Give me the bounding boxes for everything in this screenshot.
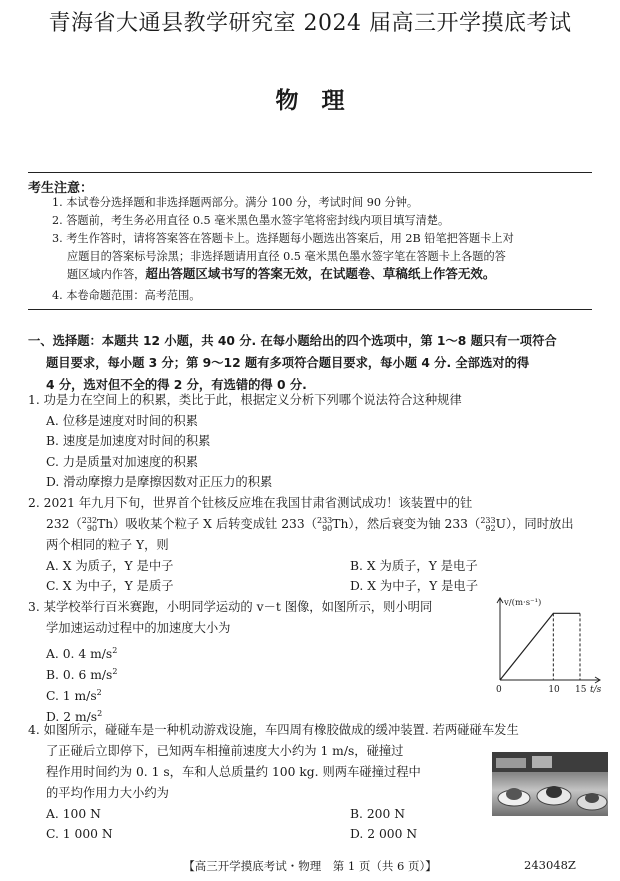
velocity-series-line — [500, 613, 580, 680]
q3-option-c — [46, 683, 102, 706]
note-2: 2. 答题前，考生务必用直径 0.5 毫米黑色墨水签字笔将密封线内项目填写清楚。 — [52, 214, 450, 227]
section-1-line-1: 一、选择题：本题共 12 小题，共 40 分. 在每小题给出的四个选项中，第 1～8 题只有一项符合 — [28, 334, 557, 348]
nuclide-th233-mass: 233 — [317, 515, 333, 525]
q2-option-c: C. X 为中子，Y 是质子 — [46, 579, 174, 593]
q3-option-d-exp: 2 — [97, 709, 103, 718]
q1-option-d: D. 滑动摩擦力是摩擦因数对正压力的积累 — [46, 475, 273, 489]
note-1: 1. 本试卷分选择题和非选择题两部分。满分 100 分，考试时间 90 分钟。 — [52, 196, 419, 209]
x-tick-label-15: 15 — [575, 685, 587, 695]
q3-option-b-value: B. 0. 6 m/s — [46, 668, 113, 683]
q4-line-3: 程作用时间约为 0. 1 s，车和人总质量约 100 kg. 则两车碰撞过程中 — [46, 765, 421, 779]
nuclide-th232 — [82, 517, 97, 533]
q4-line-2: 了正碰后立即停下，已知两车相撞前速度大小约为 1 m/s，碰撞过 — [46, 744, 404, 758]
section-1-line-3: 4 分，选对但不全的得 2 分，有选错的得 0 分. — [46, 378, 307, 392]
q2-text-a: 232（ — [46, 517, 82, 531]
nuclide-th232-mass: 232 — [81, 515, 98, 525]
q4-option-b: B. 200 N — [350, 807, 405, 821]
note-3-line-2: 应题目的答案标号涂黑；非选择题请用直径 0.5 毫米黑色墨水签字笔在答题卡上各题的答 — [67, 250, 506, 263]
divider-bottom — [28, 309, 592, 310]
q2-line-3: 两个相同的粒子 Y，则 — [46, 538, 169, 552]
y-axis-label: v/(m·s⁻¹) — [504, 598, 542, 608]
q3-option-a-exp: 2 — [112, 646, 118, 655]
q4-line-4: 的平均作用力大小约为 — [46, 786, 169, 800]
q3-option-d-value: D. 2 m/s — [46, 710, 98, 725]
q3-line-2: 学加速运动过程中的加速度大小为 — [46, 621, 231, 635]
q2-text-c: Th），然后衰变为铀 233（ — [332, 517, 481, 531]
q4-option-c: C. 1 000 N — [46, 827, 113, 841]
page-footer: 【高三开学摸底考试・物理 第 1 页（共 6 页）】 — [183, 859, 437, 873]
nuclide-u233-charge: 92 — [485, 523, 496, 533]
note-3-line-1: 3. 考生作答时，请将答案答在答题卡上。选择题每小题选出答案后，用 2B 铅笔把答题卡上对 — [52, 232, 514, 245]
bumper-car-photo — [492, 752, 608, 816]
q3-option-b-exp: 2 — [112, 667, 118, 676]
bumper-car-illustration — [492, 752, 608, 816]
nuclide-u233 — [480, 517, 495, 533]
q2-option-a: A. X 为质子，Y 是中子 — [46, 559, 174, 573]
q2-line-1: 2. 2021 年九月下旬，世界首个钍核反应堆在我国甘肃省测试成功！该装置中的钍 — [28, 496, 473, 510]
q1-option-c: C. 力是质量对加速度的积累 — [46, 455, 199, 469]
q2-text-d: U），同时放出 — [495, 517, 574, 531]
q3-option-c-exp: 2 — [96, 688, 102, 697]
q2-text-b: Th）吸收某个粒子 X 后转变成钍 233（ — [97, 517, 317, 531]
x-tick-label-0: 0 — [496, 685, 502, 695]
q4-option-d: D. 2 000 N — [350, 827, 418, 841]
q1-option-b: B. 速度是加速度对时间的积累 — [46, 434, 211, 448]
q3-option-b — [46, 662, 117, 685]
vt-chart — [488, 592, 608, 696]
q1-stem: 1. 功是力在空间上的积累，类比于此，根据定义分析下列哪个说法符合这种规律 — [28, 393, 462, 407]
note-3-line-3-plain: 题区域内作答， — [67, 268, 146, 281]
exam-title: 青海省大通县教学研究室 2024 届高三开学摸底考试 — [48, 11, 572, 36]
note-3-line-3 — [67, 266, 495, 283]
note-3-emphasis: 超出答题区域书写的答案无效，在试题卷、草稿纸上作答无效。 — [145, 266, 496, 281]
q2-line-2 — [46, 514, 574, 534]
notes-heading: 考生注意： — [28, 181, 94, 196]
q4-option-a: A. 100 N — [46, 807, 101, 821]
q1-option-a: A. 位移是速度对时间的积累 — [46, 414, 198, 428]
nuclide-th233 — [317, 517, 332, 533]
q4-line-1: 4. 如图所示，碰碰车是一种机动游戏设施，车四周有橡胶做成的缓冲装置. 若两碰碰车发生 — [28, 723, 519, 737]
q3-option-c-value: C. 1 m/s — [46, 689, 97, 704]
nuclide-u233-mass: 233 — [480, 515, 496, 525]
q3-line-1: 3. 某学校举行百米赛跑，小明同学运动的 v－t 图像，如图所示，则小明同 — [28, 600, 433, 614]
q3-option-a-value: A. 0. 4 m/s — [46, 647, 113, 662]
q2-option-d: D. X 为中子，Y 是电子 — [350, 579, 479, 593]
x-axis-label: t/s — [590, 685, 602, 695]
nuclide-th232-charge: 90 — [86, 523, 98, 533]
section-1-line-2: 题目要求，每小题 3 分；第 9～12 题有多项符合题目要求，每小题 4 分. 全部选对的得 — [46, 356, 530, 370]
note-4: 4. 本卷命题范围：高考范围。 — [52, 289, 201, 302]
paper-code: 243048Z — [524, 858, 576, 872]
q2-option-b: B. X 为质子，Y 是电子 — [350, 559, 478, 573]
q3-option-a — [46, 641, 117, 664]
divider-top — [28, 172, 592, 173]
nuclide-th233-charge: 90 — [322, 523, 333, 533]
x-tick-label-10: 10 — [548, 685, 560, 695]
subject-title: 物 理 — [275, 88, 345, 114]
